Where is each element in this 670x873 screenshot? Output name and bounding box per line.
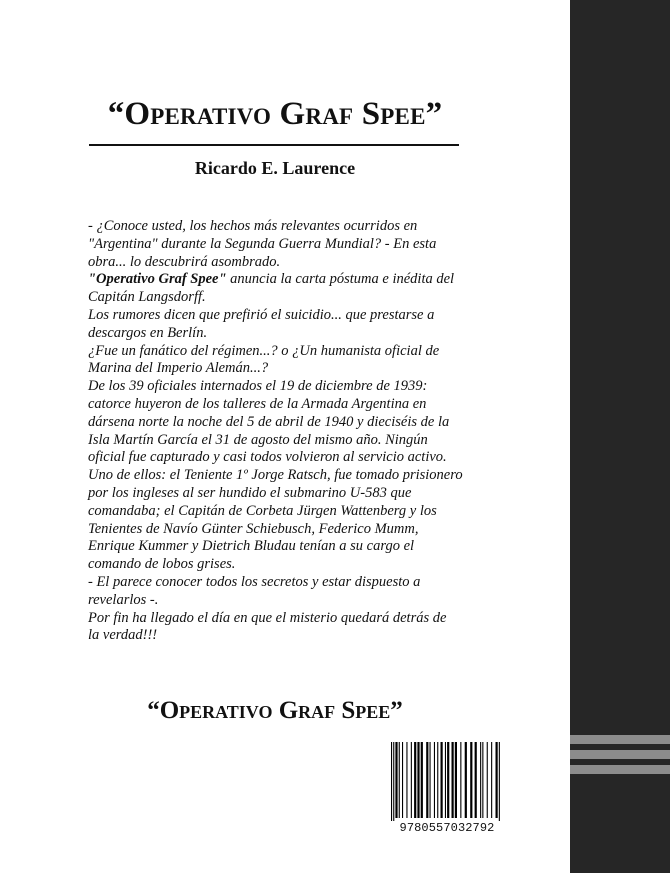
book-title: “Operativo Graf Spee” [107, 96, 443, 132]
barcode-bar [452, 742, 454, 818]
barcode-bar [426, 742, 428, 818]
barcode-bar [499, 742, 500, 822]
blurb-line: Tenientes de Navío Günter Schiebusch, Federico Mumm, [88, 520, 419, 537]
barcode-bar [480, 742, 481, 818]
blurb-line: Los rumores dicen que prefirió el suicidio... que prestarse a [88, 306, 435, 323]
author-name: Ricardo E. Laurence [194, 158, 356, 178]
barcode-bar [421, 742, 423, 818]
blurb-line: ¿Fue un fanático del régimen...? o ¿Un humanista oficial de [88, 342, 440, 359]
barcode-bar [414, 742, 416, 818]
back-cover-blurb [88, 218, 473, 645]
blurb-line: - El parece conocer todos los secretos y estar dispuesto a [88, 573, 421, 590]
barcode-bars [389, 742, 503, 822]
barcode-bar [445, 742, 446, 818]
blurb-line: Por fin ha llegado el día en que el misterio quedará detrás de [88, 609, 447, 626]
barcode-bar [460, 742, 461, 818]
blurb-line: comando de lobos grises. [88, 556, 236, 573]
blurb-line [88, 271, 473, 289]
spine-stripe [570, 735, 670, 744]
barcode-bar [455, 742, 457, 818]
blurb-line: Capitán Langsdorff. [88, 289, 206, 306]
blurb-line: por los ingleses al ser hundido el submarino U-583 que [88, 484, 412, 501]
barcode-bar [496, 742, 498, 818]
blurb-book-title: "Operativo Graf Spee" [88, 271, 227, 288]
blurb-line: obra... lo descubrirá asombrado. [88, 253, 281, 270]
barcode-bar [430, 742, 431, 818]
blurb-line: Isla Martín García el 31 de agosto del mismo año. Ningún [88, 431, 428, 448]
blurb-line: la verdad!!! [88, 627, 158, 644]
barcode-bar [391, 742, 392, 822]
barcode-bar [402, 742, 403, 818]
blurb-line: De los 39 oficiales internados el 19 de diciembre de 1939: [88, 378, 428, 395]
blurb-line: Uno de ellos: el Teniente 1º Jorge Ratsch, fue tomado prisionero [88, 467, 463, 484]
barcode-bar [482, 742, 483, 818]
title-divider [89, 144, 459, 146]
barcode [389, 742, 503, 852]
blurb-line-text: anuncia la carta póstuma e inédita del [226, 271, 455, 288]
blurb-line: oficial fue capturado y casi todos volvieron al servicio activo. [88, 449, 447, 466]
blurb-line: Marina del Imperio Alemán...? [88, 360, 269, 377]
barcode-bar [393, 742, 394, 822]
barcode-bar [470, 742, 472, 818]
blurb-line: catorce huyeron de los talleres de la Armada Argentina en [88, 395, 427, 412]
blurb-line: dársena norte la noche del 5 de abril de 1940 y dieciséis de la [88, 413, 450, 430]
barcode-bar [475, 742, 477, 818]
barcode-bar [395, 742, 397, 818]
blurb-line: revelarlos -. [88, 591, 159, 608]
isbn-number: 9780557032792 [391, 821, 503, 835]
blurb-line: "Argentina" durante la Segunda Guerra Mundial? - En esta [88, 235, 437, 252]
barcode-bar [406, 742, 407, 818]
bottom-book-title: “Operativo Graf Spee” [147, 697, 403, 724]
blurb-line: Enrique Kummer y Dietrich Bludau tenían a su cargo el [88, 538, 415, 555]
spine-stripe [570, 750, 670, 759]
barcode-bar [411, 742, 412, 818]
blurb-line: descargos en Berlín. [88, 324, 208, 341]
barcode-bar [465, 742, 467, 818]
barcode-bar [441, 742, 443, 818]
barcode-bar [447, 742, 449, 818]
barcode-bar [491, 742, 492, 818]
barcode-bar [417, 742, 419, 818]
barcode-bar [399, 742, 400, 818]
barcode-bar [437, 742, 438, 818]
spine-stripe [570, 765, 670, 774]
blurb-line: comandaba; el Capitán de Corbeta Jürgen Wattenberg y los [88, 502, 437, 519]
blurb-line: - ¿Conoce usted, los hechos más relevantes ocurridos en [88, 218, 418, 234]
barcode-bar [434, 742, 435, 818]
barcode-bar [487, 742, 488, 818]
